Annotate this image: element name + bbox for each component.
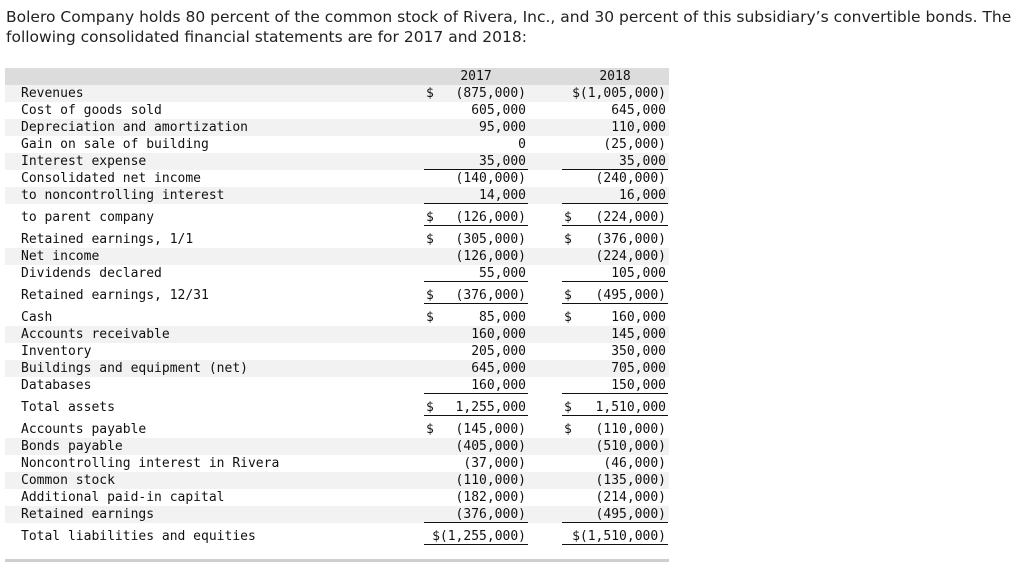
amount: (145,000) xyxy=(455,422,526,437)
amount: 160,000 xyxy=(471,378,526,393)
row-label: Inventory xyxy=(21,344,92,359)
amount: 35,000 xyxy=(479,154,526,169)
amount: 95,000 xyxy=(479,120,526,135)
value-2017 xyxy=(424,506,528,523)
amount: 150,000 xyxy=(611,378,666,393)
row-label: Buildings and equipment (net) xyxy=(21,361,248,376)
amount: (126,000) xyxy=(455,249,526,264)
year-2017-header: 2017 xyxy=(460,69,492,84)
row-retained-earnings-12-31 xyxy=(5,287,669,304)
amount: (376,000) xyxy=(595,232,666,247)
row-buildings-equipment xyxy=(5,360,669,377)
value-2017 xyxy=(424,489,528,505)
row-label: to parent company xyxy=(21,210,155,225)
row-label: Cost of goods sold xyxy=(21,103,162,118)
value-2017 xyxy=(424,231,528,247)
row-label: Retained earnings, 1/1 xyxy=(21,232,194,247)
row-to-noncontrolling-interest xyxy=(5,187,669,204)
row-label: Revenues xyxy=(21,86,84,101)
row-interest-expense xyxy=(5,153,669,170)
value-2018 xyxy=(562,102,668,118)
amount: (25,000) xyxy=(603,137,666,152)
value-2018 xyxy=(562,85,668,101)
table-header-row xyxy=(5,68,669,85)
currency-symbol: $ xyxy=(426,86,434,101)
amount: 605,000 xyxy=(471,103,526,118)
row-label: Databases xyxy=(21,378,92,393)
value-2017 xyxy=(424,136,528,152)
row-cost-of-goods-sold xyxy=(5,102,669,119)
amount: 85,000 xyxy=(479,310,526,325)
amount: $(1,005,000) xyxy=(572,86,666,101)
amount: 205,000 xyxy=(471,344,526,359)
amount: 350,000 xyxy=(611,344,666,359)
value-2017 xyxy=(424,455,528,471)
row-label: Cash xyxy=(21,310,53,325)
currency-symbol: $ xyxy=(564,288,572,303)
row-retained-earnings-1-1 xyxy=(5,231,669,248)
amount: 16,000 xyxy=(619,188,666,203)
value-2018 xyxy=(562,472,668,488)
row-to-parent-company xyxy=(5,209,669,226)
amount: 35,000 xyxy=(619,154,666,169)
amount: (214,000) xyxy=(595,490,666,505)
row-label: Total liabilities and equities xyxy=(21,529,256,544)
amount: (110,000) xyxy=(595,422,666,437)
currency-symbol: $ xyxy=(564,310,572,325)
amount: 0 xyxy=(518,137,526,152)
currency-symbol: $ xyxy=(564,232,572,247)
currency-symbol: $ xyxy=(564,422,572,437)
row-additional-paid-in-capital xyxy=(5,489,669,506)
row-label: Gain on sale of building xyxy=(21,137,209,152)
value-2018 xyxy=(562,209,668,226)
row-inventory xyxy=(5,343,669,360)
year-2018-header: 2018 xyxy=(599,69,631,84)
row-databases xyxy=(5,377,669,394)
value-2018 xyxy=(562,187,668,204)
amount: 55,000 xyxy=(479,266,526,281)
value-2017 xyxy=(424,528,528,545)
amount: (495,000) xyxy=(595,507,666,522)
row-label: Interest expense xyxy=(21,154,147,169)
value-2018 xyxy=(562,170,668,186)
value-2018 xyxy=(562,343,668,359)
value-2017 xyxy=(424,287,528,304)
value-2018 xyxy=(562,399,668,416)
value-2018 xyxy=(562,438,668,454)
row-label: Dividends declared xyxy=(21,266,162,281)
value-2018 xyxy=(562,489,668,505)
amount: 105,000 xyxy=(611,266,666,281)
amount: 160,000 xyxy=(471,327,526,342)
value-2018 xyxy=(562,136,668,152)
row-common-stock xyxy=(5,472,669,489)
value-2018 xyxy=(562,153,668,170)
row-accounts-receivable xyxy=(5,326,669,343)
value-2017 xyxy=(424,377,528,394)
amount: (875,000) xyxy=(455,86,526,101)
value-2018 xyxy=(562,231,668,247)
value-2017 xyxy=(424,187,528,204)
value-2018 xyxy=(562,528,668,545)
currency-symbol: $ xyxy=(426,232,434,247)
amount: 1,510,000 xyxy=(595,400,666,415)
value-2017 xyxy=(424,309,528,325)
value-2018 xyxy=(562,377,668,394)
value-2017 xyxy=(424,85,528,101)
amount: 14,000 xyxy=(479,188,526,203)
value-2017 xyxy=(424,119,528,135)
amount: (140,000) xyxy=(455,171,526,186)
amount: (182,000) xyxy=(455,490,526,505)
value-2018 xyxy=(562,287,668,304)
value-2017 xyxy=(424,102,528,118)
row-gain-on-sale xyxy=(5,136,669,153)
currency-symbol: $ xyxy=(564,210,572,225)
row-label: Bonds payable xyxy=(21,439,123,454)
amount: (405,000) xyxy=(455,439,526,454)
value-2017 xyxy=(424,153,528,170)
row-consolidated-net-income xyxy=(5,170,669,187)
value-2017 xyxy=(424,472,528,488)
row-bonds-payable xyxy=(5,438,669,455)
value-2018 xyxy=(562,119,668,135)
value-2017 xyxy=(424,248,528,264)
row-noncontrolling-interest-rivera xyxy=(5,455,669,472)
amount: $(1,510,000) xyxy=(572,529,666,544)
amount: 705,000 xyxy=(611,361,666,376)
amount: (46,000) xyxy=(603,456,666,471)
value-2017 xyxy=(424,209,528,226)
value-2017 xyxy=(424,421,528,437)
value-2017 xyxy=(424,438,528,454)
problem-statement: Bolero Company holds 80 percent of the common stock of Rivera, Inc., and 30 percent of this subsidiary’s convertible bonds. The following consolidated financial statements are for 2017 and 2018: xyxy=(6,8,1012,46)
amount: 1,255,000 xyxy=(455,400,526,415)
row-label: Accounts payable xyxy=(21,422,147,437)
currency-symbol: $ xyxy=(564,400,572,415)
amount: $(1,255,000) xyxy=(432,529,526,544)
row-cash xyxy=(5,309,669,326)
row-label: Retained earnings xyxy=(21,507,155,522)
currency-symbol: $ xyxy=(426,210,434,225)
value-2017 xyxy=(424,360,528,376)
row-label: Noncontrolling interest in Rivera xyxy=(21,456,280,471)
row-dividends-declared xyxy=(5,265,669,282)
amount: (110,000) xyxy=(455,473,526,488)
value-2018 xyxy=(562,326,668,342)
row-label: Total assets xyxy=(21,400,115,415)
value-2018 xyxy=(562,455,668,471)
row-label: to noncontrolling interest xyxy=(21,188,225,203)
financial-statements-table xyxy=(5,68,669,545)
row-net-income xyxy=(5,248,669,265)
row-accounts-payable xyxy=(5,421,669,438)
amount: (305,000) xyxy=(455,232,526,247)
currency-symbol: $ xyxy=(426,288,434,303)
value-2018 xyxy=(562,248,668,264)
amount: 645,000 xyxy=(471,361,526,376)
row-depreciation-amortization xyxy=(5,119,669,136)
amount: (37,000) xyxy=(463,456,526,471)
table-bottom-rule xyxy=(5,559,669,562)
value-2017 xyxy=(424,399,528,416)
amount: (376,000) xyxy=(455,288,526,303)
currency-symbol: $ xyxy=(426,422,434,437)
row-retained-earnings xyxy=(5,506,669,523)
row-label: Depreciation and amortization xyxy=(21,120,248,135)
amount: (224,000) xyxy=(595,210,666,225)
currency-symbol: $ xyxy=(426,400,434,415)
row-label: Accounts receivable xyxy=(21,327,170,342)
row-revenues xyxy=(5,85,669,102)
value-2017 xyxy=(424,326,528,342)
row-label: Additional paid-in capital xyxy=(21,490,225,505)
amount: (495,000) xyxy=(595,288,666,303)
row-label: Net income xyxy=(21,249,100,264)
value-2018 xyxy=(562,421,668,437)
value-2017 xyxy=(424,265,528,282)
amount: 645,000 xyxy=(611,103,666,118)
row-label: Consolidated net income xyxy=(21,171,202,186)
value-2018 xyxy=(562,360,668,376)
row-label: Retained earnings, 12/31 xyxy=(21,288,209,303)
row-total-assets xyxy=(5,399,669,416)
value-2018 xyxy=(562,506,668,523)
value-2017 xyxy=(424,343,528,359)
amount: (510,000) xyxy=(595,439,666,454)
value-2018 xyxy=(562,265,668,282)
row-total-liabilities-equities xyxy=(5,528,669,545)
value-2018 xyxy=(562,309,668,325)
row-label: Common stock xyxy=(21,473,115,488)
amount: (240,000) xyxy=(595,171,666,186)
amount: (376,000) xyxy=(455,507,526,522)
amount: (224,000) xyxy=(595,249,666,264)
value-2017 xyxy=(424,170,528,186)
amount: 110,000 xyxy=(611,120,666,135)
amount: 145,000 xyxy=(611,327,666,342)
amount: 160,000 xyxy=(611,310,666,325)
amount: (126,000) xyxy=(455,210,526,225)
amount: (135,000) xyxy=(595,473,666,488)
currency-symbol: $ xyxy=(426,310,434,325)
